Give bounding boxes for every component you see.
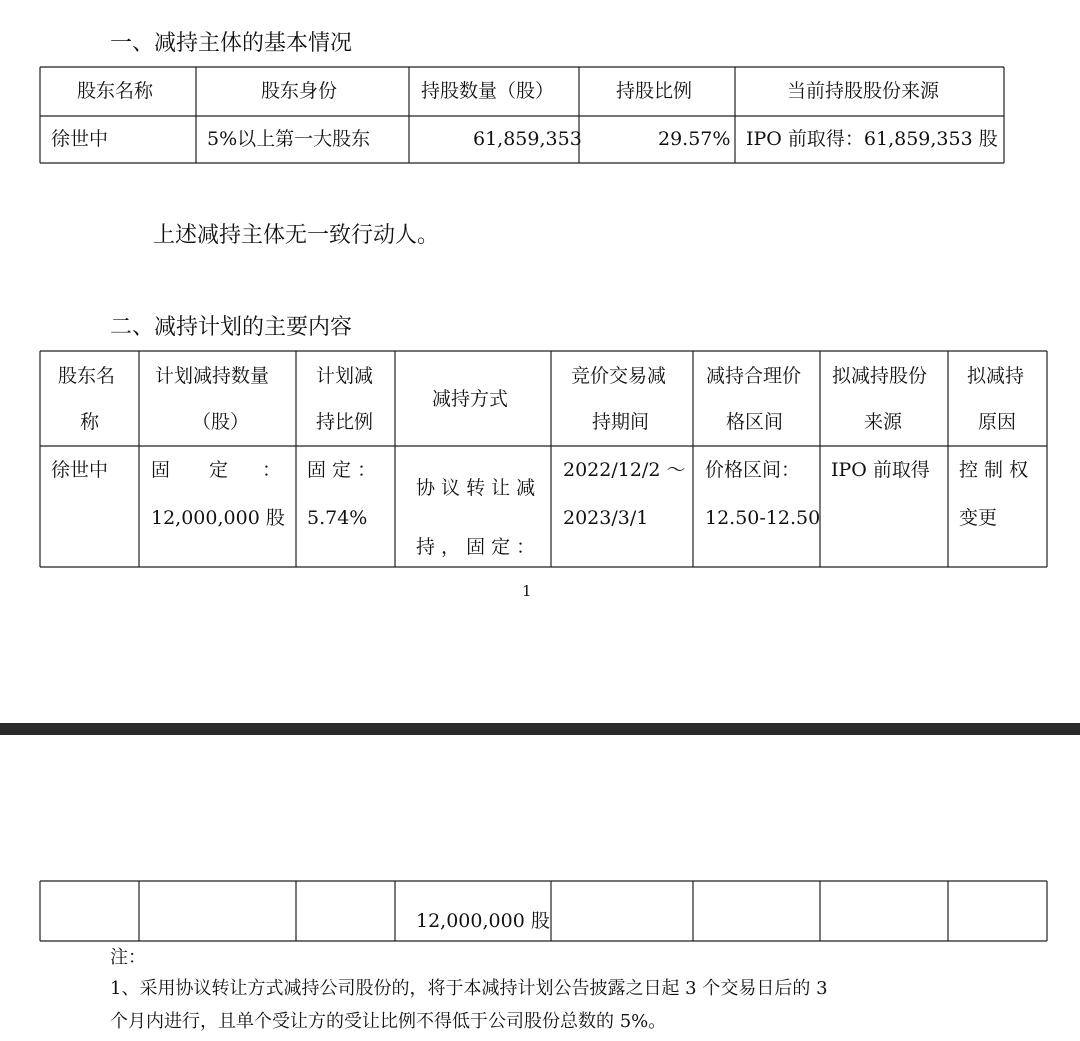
cell-qty-value: 12,000,000 股: [151, 507, 285, 529]
header-shareholder-identity: 股东身份: [261, 80, 338, 102]
header-planned-ratio-line1: 计划减: [316, 365, 374, 387]
notes-line-2: 个月内进行，且单个受让方的受让比例不得低于公司股份总数的 5%。: [110, 1011, 667, 1032]
section-1-title: 一、减持主体的基本情况: [110, 31, 353, 56]
cell-qty-char-1: 固: [151, 459, 171, 481]
header-name-line2: 称: [80, 411, 100, 433]
page-separator: [0, 723, 1080, 735]
header-shareholder-name: 股东名称: [77, 80, 154, 102]
section-2-title: 二、减持计划的主要内容: [110, 315, 353, 340]
header-source-line2: 来源: [864, 411, 903, 433]
cell-price-line2: 12.50-12.50: [705, 507, 821, 529]
cell-period-line1: 2022/12/2 ～: [563, 459, 686, 481]
cell-ratio-line1: 固 定 ：: [307, 459, 377, 481]
cell-name: 徐世中: [51, 459, 109, 481]
header-planned-qty-line1: 计划减持数量: [155, 365, 270, 387]
notes-label: 注：: [110, 947, 146, 968]
cell-shareholder-identity: 5%以上第一大股东: [207, 128, 371, 150]
page-number: 1: [522, 582, 532, 600]
header-reason-line1: 拟减持: [967, 365, 1025, 387]
cell-shareholder-name: 徐世中: [51, 128, 109, 150]
header-share-source: 当前持股股份来源: [787, 80, 940, 102]
header-planned-qty-line2: （股）: [192, 411, 250, 433]
cell-source: IPO 前取得: [831, 459, 930, 481]
header-source-line1: 拟减持股份: [832, 365, 928, 387]
cell-reason-line2: 变更: [959, 507, 998, 529]
cell-share-ratio: 29.57%: [658, 128, 731, 150]
cell-qty-char-3: ：: [262, 459, 282, 481]
cell-method-continued: 12,000,000 股: [416, 910, 550, 932]
header-share-ratio: 持股比例: [616, 80, 693, 102]
cell-period-line2: 2023/3/1: [563, 507, 649, 529]
header-price-line1: 减持合理价: [706, 365, 802, 387]
header-planned-ratio-line2: 持比例: [316, 411, 374, 433]
cell-price-line1: 价格区间：: [705, 459, 801, 481]
cell-reason-line1: 控 制 权: [959, 459, 1029, 481]
header-share-quantity: 持股数量（股）: [421, 80, 555, 102]
cell-method-line2: 持 ， 固 定 ：: [416, 536, 536, 558]
cell-ratio-line2: 5.74%: [307, 507, 368, 529]
header-period-line1: 竞价交易减: [571, 365, 667, 387]
notes-line-1: 1、采用协议转让方式减持公司股份的，将于本减持计划公告披露之日起 3 个交易日后的 3: [110, 978, 828, 999]
no-concerted-party-text: 上述减持主体无一致行动人。: [153, 223, 440, 248]
cell-share-quantity: 61,859,353: [473, 128, 582, 150]
header-price-line2: 格区间: [726, 411, 784, 433]
cell-share-source: IPO 前取得：61,859,353 股: [746, 128, 998, 150]
header-method: 减持方式: [432, 388, 509, 410]
header-reason-line2: 原因: [978, 411, 1017, 433]
header-period-line2: 持期间: [592, 411, 650, 433]
cell-method-line1: 协 议 转 让 减: [416, 477, 536, 499]
header-name-line1: 股东名: [58, 365, 116, 387]
cell-qty-char-2: 定: [209, 459, 229, 481]
